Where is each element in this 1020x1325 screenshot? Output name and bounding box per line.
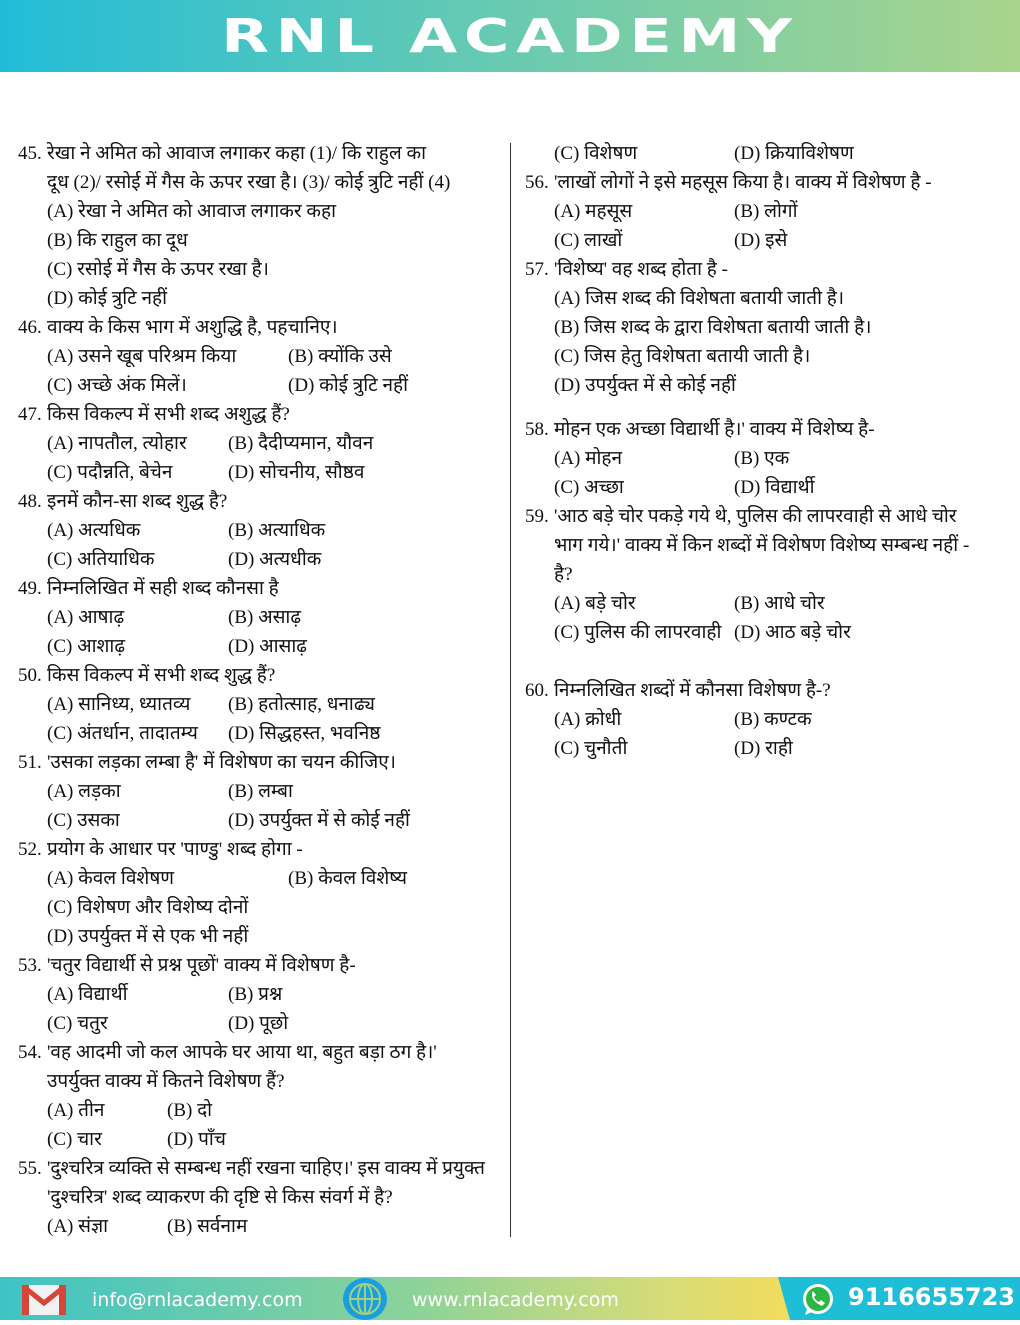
mail-icon: [22, 1285, 66, 1315]
question-block: [18, 835, 498, 951]
question-line: [525, 168, 985, 197]
question-number: 57.: [525, 259, 549, 280]
option-text: (D) उपर्युक्त में से कोई नहीं: [554, 375, 736, 396]
option-row: [18, 284, 498, 313]
option-text: (B) लोगों: [734, 201, 798, 222]
option-text: (B) लम्बा: [228, 781, 293, 802]
question-number: 53.: [18, 955, 42, 976]
question-number: 48.: [18, 491, 42, 512]
option-row: [18, 719, 498, 748]
question-number: 45.: [18, 143, 42, 164]
option-row: [525, 734, 985, 763]
question-text: 'आठ बड़े चोर पकड़े गये थे, पुलिस की लापरवाही से आधे चोर: [554, 506, 957, 527]
option-text: (B) दैदीप्यमान, यौवन: [228, 433, 374, 454]
option-text: (C) चतुर: [47, 1013, 108, 1034]
question-line: [525, 255, 985, 284]
option-row: [525, 226, 985, 255]
question-block: [525, 139, 985, 168]
question-number: 52.: [18, 839, 42, 860]
option-text: (D) अत्यधीक: [228, 549, 322, 570]
option-text: (A) विद्यार्थी: [47, 984, 128, 1005]
question-text: 'दुश्चरित्र' शब्द व्याकरण की दृष्टि से किस संवर्ग में है?: [47, 1187, 393, 1208]
option-row: [18, 1009, 498, 1038]
option-text: (B) प्रश्न: [228, 984, 283, 1005]
question-line: [525, 502, 985, 531]
question-text: प्रयोग के आधार पर 'पाण्डु' शब्द होगा -: [47, 839, 303, 860]
question-line: [525, 415, 985, 444]
option-text: (A) जिस शब्द की विशेषता बतायी जाती है।: [554, 288, 845, 309]
question-number: 46.: [18, 317, 42, 338]
footer-email[interactable]: info@rnlacademy.com: [92, 1289, 303, 1311]
option-text: (D) कोई त्रुटि नहीं: [47, 288, 168, 309]
option-text: (B) एक: [734, 448, 790, 469]
question-text: निम्नलिखित शब्दों में कौनसा विशेषण है-?: [554, 680, 831, 701]
question-block: [18, 951, 498, 1038]
option-row: [18, 255, 498, 284]
option-text: (D) उपर्युक्त में से एक भी नहीं: [47, 926, 249, 947]
option-text: (C) जिस हेतु विशेषता बतायी जाती है।: [554, 346, 811, 367]
question-text: 'चतुर विद्यार्थी से प्रश्न पूछों' वाक्य में विशेषण है-: [47, 955, 356, 976]
option-text: (D) विद्यार्थी: [734, 477, 815, 498]
question-line: [525, 531, 985, 560]
option-text: (C) अतियाधिक: [47, 549, 155, 570]
question-line: [18, 748, 498, 777]
option-text: (B) कण्टक: [734, 709, 812, 730]
option-text: (B) अत्याधिक: [228, 520, 326, 541]
question-line: [18, 400, 498, 429]
option-text: (D) राही: [734, 738, 793, 759]
option-text: (C) रसोई में गैस के ऊपर रखा है।: [47, 259, 269, 280]
option-row: [18, 893, 498, 922]
question-line: [18, 168, 498, 197]
option-text: (D) पूछो: [228, 1013, 289, 1034]
option-text: (A) सानिध्य, ध्यातव्य: [47, 694, 191, 715]
question-line: [18, 1038, 498, 1067]
option-text: (D) कोई त्रुटि नहीं: [288, 375, 409, 396]
option-row: [525, 342, 985, 371]
option-text: (C) विशेषण: [554, 143, 638, 164]
option-text: (C) अच्छे अंक मिलें।: [47, 375, 187, 396]
option-row: [18, 864, 498, 893]
option-text: (A) बड़े चोर: [554, 593, 636, 614]
question-number: 59.: [525, 506, 549, 527]
question-text: 'विशेष्य' वह शब्द होता है -: [554, 259, 728, 280]
option-text: (D) आसाढ़: [228, 636, 308, 657]
option-text: (D) आठ बड़े चोर: [734, 622, 851, 643]
question-text: वाक्य के किस भाग में अशुद्धि है, पहचानिए।: [47, 317, 338, 338]
option-row: [18, 516, 498, 545]
option-text: (C) विशेषण और विशेष्य दोनों: [47, 897, 249, 918]
option-text: (A) क्रोधी: [554, 709, 622, 730]
option-row: [18, 1125, 498, 1154]
option-text: (C) पुलिस की लापरवाही: [554, 622, 722, 643]
question-line: [18, 951, 498, 980]
option-text: (A) आषाढ़: [47, 607, 125, 628]
question-text: भाग गये।' वाक्य में किन शब्दों में विशेषण विशेष्य सम्बन्ध नहीं -: [554, 535, 970, 556]
option-row: [18, 922, 498, 951]
option-row: [18, 458, 498, 487]
question-line: [18, 1067, 498, 1096]
option-text: (A) महसूस: [554, 201, 633, 222]
option-row: [18, 197, 498, 226]
question-number: 49.: [18, 578, 42, 599]
option-row: [525, 473, 985, 502]
spacer: [525, 647, 985, 676]
option-text: (A) तीन: [47, 1100, 105, 1121]
option-row: [525, 139, 985, 168]
option-row: [525, 371, 985, 400]
option-text: (B) सर्वनाम: [167, 1216, 248, 1237]
option-row: [18, 1096, 498, 1125]
option-row: [18, 980, 498, 1009]
option-text: (C) उसका: [47, 810, 120, 831]
option-row: [525, 589, 985, 618]
question-text: 'लाखों लोगों ने इसे महसूस किया है। वाक्य में विशेषण है -: [554, 172, 932, 193]
option-row: [525, 313, 985, 342]
option-text: (C) चुनौती: [554, 738, 628, 759]
question-line: [525, 560, 985, 589]
question-number: 51.: [18, 752, 42, 773]
question-text: इनमें कौन-सा शब्द शुद्ध है?: [47, 491, 228, 512]
option-text: (D) इसे: [734, 230, 788, 251]
question-line: [18, 313, 498, 342]
footer-bar: [0, 1277, 1020, 1320]
left-column: [18, 139, 498, 1241]
option-text: (B) हतोत्साह, धनाढ्य: [228, 694, 375, 715]
question-block: [18, 1038, 498, 1154]
question-line: [18, 574, 498, 603]
question-text: 'उसका लड़का लम्बा है' में विशेषण का चयन कीजिए।: [47, 752, 396, 773]
option-text: (C) पदौन्नति, बेचेन: [47, 462, 173, 483]
question-text: किस विकल्प में सभी शब्द शुद्ध हैं?: [47, 665, 276, 686]
option-row: [525, 705, 985, 734]
question-block: [525, 415, 985, 502]
question-number: 54.: [18, 1042, 42, 1063]
whatsapp-icon: [800, 1282, 836, 1318]
option-text: (A) अत्यधिक: [47, 520, 141, 541]
question-line: [18, 139, 498, 168]
question-text: निम्नलिखित में सही शब्द कौनसा है: [47, 578, 279, 599]
question-number: 55.: [18, 1158, 42, 1179]
option-text: (B) जिस शब्द के द्वारा विशेषता बतायी जाती है।: [554, 317, 872, 338]
option-text: (C) अच्छा: [554, 477, 624, 498]
question-block: [18, 574, 498, 661]
option-row: [18, 429, 498, 458]
question-number: 56.: [525, 172, 549, 193]
option-row: [18, 545, 498, 574]
option-text: (B) आधे चोर: [734, 593, 825, 614]
question-block: [18, 748, 498, 835]
option-text: (B) क्योंकि उसे: [288, 346, 392, 367]
question-number: 60.: [525, 680, 549, 701]
option-row: [18, 777, 498, 806]
option-text: (C) आशाढ़: [47, 636, 126, 657]
option-text: (A) उसने खूब परिश्रम किया: [47, 346, 237, 367]
option-text: (A) नापतौल, त्योहार: [47, 433, 187, 454]
question-text: किस विकल्प में सभी शब्द अशुद्ध हैं?: [47, 404, 290, 425]
option-text: (D) क्रियाविशेषण: [734, 143, 854, 164]
question-line: [18, 835, 498, 864]
question-number: 58.: [525, 419, 549, 440]
option-row: [18, 371, 498, 400]
question-block: [18, 400, 498, 487]
option-text: (A) लड़का: [47, 781, 121, 802]
option-row: [525, 444, 985, 473]
question-block: [18, 1154, 498, 1241]
option-text: (B) केवल विशेष्य: [288, 868, 408, 889]
question-number: 50.: [18, 665, 42, 686]
option-text: (D) उपर्युक्त में से कोई नहीं: [228, 810, 410, 831]
option-text: (A) संज्ञा: [47, 1216, 109, 1237]
spacer: [525, 400, 985, 415]
question-line: [18, 487, 498, 516]
question-text: मोहन एक अच्छा विद्यार्थी है।' वाक्य में विशेष्य है-: [554, 419, 875, 440]
question-text: उपर्युक्त वाक्य में कितने विशेषण हैं?: [47, 1071, 285, 1092]
option-text: (A) केवल विशेषण: [47, 868, 175, 889]
question-block: [18, 139, 498, 313]
option-row: [18, 690, 498, 719]
option-text: (B) कि राहुल का दूध: [47, 230, 188, 251]
question-block: [18, 661, 498, 748]
question-text: है?: [554, 564, 573, 585]
right-column: [525, 139, 985, 763]
question-text: दूध (2)/ रसोई में गैस के ऊपर रखा है। (3)/ कोई त्रुटि नहीं (4): [47, 172, 451, 193]
option-text: (C) अंतर्धान, तादातम्य: [47, 723, 198, 744]
option-row: [18, 226, 498, 255]
question-block: [525, 502, 985, 647]
academy-title: RNL ACADEMY: [221, 9, 799, 63]
footer-website[interactable]: www.rnlacademy.com: [412, 1289, 619, 1311]
question-line: [18, 661, 498, 690]
option-row: [525, 618, 985, 647]
footer-phone[interactable]: 9116655723: [848, 1283, 1015, 1311]
option-row: [18, 342, 498, 371]
option-row: [18, 603, 498, 632]
question-block: [525, 168, 985, 255]
question-block: [525, 255, 985, 400]
question-block: [525, 676, 985, 763]
question-line: [18, 1154, 498, 1183]
option-row: [18, 632, 498, 661]
question-text: 'दुश्चरित्र व्यक्ति से सम्बन्ध नहीं रखना चाहिए।' इस वाक्य में प्रयुक्त: [47, 1158, 485, 1179]
globe-icon: [342, 1278, 388, 1320]
header-banner: [0, 0, 1020, 72]
question-text: रेखा ने अमित को आवाज लगाकर कहा (1)/ कि राहुल का: [47, 143, 427, 164]
option-text: (A) मोहन: [554, 448, 623, 469]
option-text: (A) रेखा ने अमित को आवाज लगाकर कहा: [47, 201, 337, 222]
option-text: (D) सोचनीय, सौष्ठव: [228, 462, 365, 483]
option-row: [18, 806, 498, 835]
option-row: [18, 1212, 498, 1241]
option-row: [525, 284, 985, 313]
question-line: [18, 1183, 498, 1212]
option-text: (C) लाखों: [554, 230, 623, 251]
option-text: (C) चार: [47, 1129, 102, 1150]
question-line: [525, 676, 985, 705]
option-text: (D) सिद्धहस्त, भवनिष्ठ: [228, 723, 381, 744]
question-block: [18, 313, 498, 400]
question-block: [18, 487, 498, 574]
option-text: (D) पाँच: [167, 1129, 226, 1150]
option-text: (B) दो: [167, 1100, 213, 1121]
question-text: 'वह आदमी जो कल आपके घर आया था, बहुत बड़ा ठग है।': [47, 1042, 437, 1063]
option-row: [525, 197, 985, 226]
column-divider: [510, 143, 511, 1237]
option-text: (B) असाढ़: [228, 607, 302, 628]
question-number: 47.: [18, 404, 42, 425]
